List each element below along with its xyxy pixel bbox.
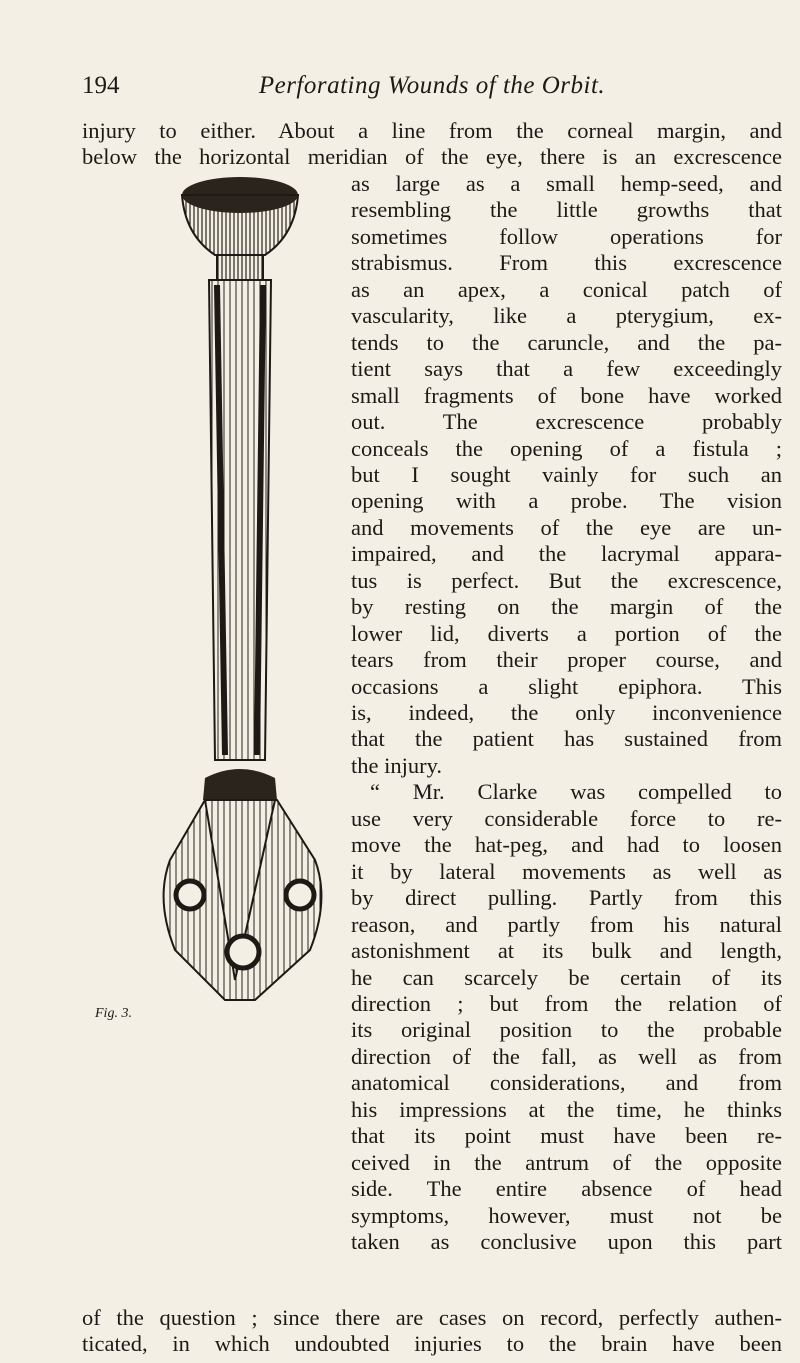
body-line: vascularity, like a pterygium, ex- xyxy=(351,303,782,329)
body-line: as an apex, a conical patch of xyxy=(351,276,782,302)
body-line: impaired, and the lacrymal appara- xyxy=(351,541,782,567)
body-line: conceals the opening of a fistula ; xyxy=(351,435,782,461)
screw-hole-bottom xyxy=(227,936,259,968)
body-line: and movements of the eye are un- xyxy=(351,514,782,540)
body-line: by resting on the margin of the xyxy=(351,594,782,620)
body-line: occasions a slight epiphora. This xyxy=(351,673,782,699)
body-line: tends to the caruncle, and the pa- xyxy=(351,329,782,355)
peg-base-top xyxy=(203,769,277,800)
body-line: taken as conclusive upon this part xyxy=(351,1229,782,1254)
screw-hole-right xyxy=(286,881,314,909)
body-line: that its point must have been re- xyxy=(351,1123,782,1149)
body-line: direction of the fall, as well as from xyxy=(351,1043,782,1069)
body-line: injury to either. About a line from the corneal margin, and xyxy=(82,118,782,143)
body-line: tus is perfect. But the excrescence, xyxy=(351,567,782,593)
body-line: he can scarcely be certain of its xyxy=(351,964,782,990)
body-line: but I sought vainly for such an xyxy=(351,461,782,487)
screw-hole-left xyxy=(176,881,204,909)
body-line: as large as a small hemp-seed, and xyxy=(351,171,782,196)
body-line: move the hat-peg, and had to loosen xyxy=(351,832,782,858)
hat-peg-illustration xyxy=(145,160,345,1010)
body-line: resembling the little growths that xyxy=(351,197,782,223)
body-line: opening with a probe. The vision xyxy=(351,488,782,514)
body-line: “ Mr. Clarke was compelled to xyxy=(370,779,782,805)
figure-caption: Fig. 3. xyxy=(95,1006,132,1021)
body-line: strabismus. From this excrescence xyxy=(351,250,782,276)
peg-knob-body xyxy=(182,195,298,255)
body-line: its original position to the probable xyxy=(351,1017,782,1043)
body-line: by direct pulling. Partly from this xyxy=(351,885,782,911)
body-line: direction ; but from the relation of xyxy=(351,990,782,1016)
body-line: below the horizontal meridian of the eye, there is an excrescence xyxy=(82,144,782,169)
body-line: it by lateral movements as well as xyxy=(351,858,782,884)
body-line: sometimes follow operations for xyxy=(351,223,782,249)
body-line: tears from their proper course, and xyxy=(351,647,782,673)
body-line: astonishment at its bulk and length, xyxy=(351,938,782,963)
page-header xyxy=(82,72,782,112)
body-line: his impressions at the time, he thinks xyxy=(351,1096,782,1122)
body-line: small fragments of bone have worked xyxy=(351,382,782,408)
body-line: out. The excrescence probably xyxy=(351,409,782,434)
body-line: ticated, in which undoubted injuries to the brain have been xyxy=(82,1331,782,1356)
running-title: Perforating Wounds of the Orbit. xyxy=(258,72,606,99)
body-line: tient says that a few exceedingly xyxy=(351,356,782,382)
body-line: lower lid, diverts a portion of the xyxy=(351,620,782,646)
body-line: side. The entire absence of head xyxy=(351,1176,782,1202)
peg-neck xyxy=(217,255,263,280)
body-line: anatomical considerations, and from xyxy=(351,1070,782,1096)
body-line: symptoms, however, must not be xyxy=(351,1202,782,1228)
body-line: is, indeed, the only inconvenience xyxy=(351,700,782,725)
body-line: that the patient has sustained from xyxy=(351,726,782,752)
body-line: reason, and partly from his natural xyxy=(351,911,782,937)
body-line: the injury. xyxy=(351,752,443,778)
body-line: use very considerable force to re- xyxy=(351,805,782,831)
page-number: 194 xyxy=(82,72,120,99)
body-line: of the question ; since there are cases on record, perfectly authen- xyxy=(82,1305,782,1330)
body-line: ceived in the antrum of the opposite xyxy=(351,1149,782,1175)
